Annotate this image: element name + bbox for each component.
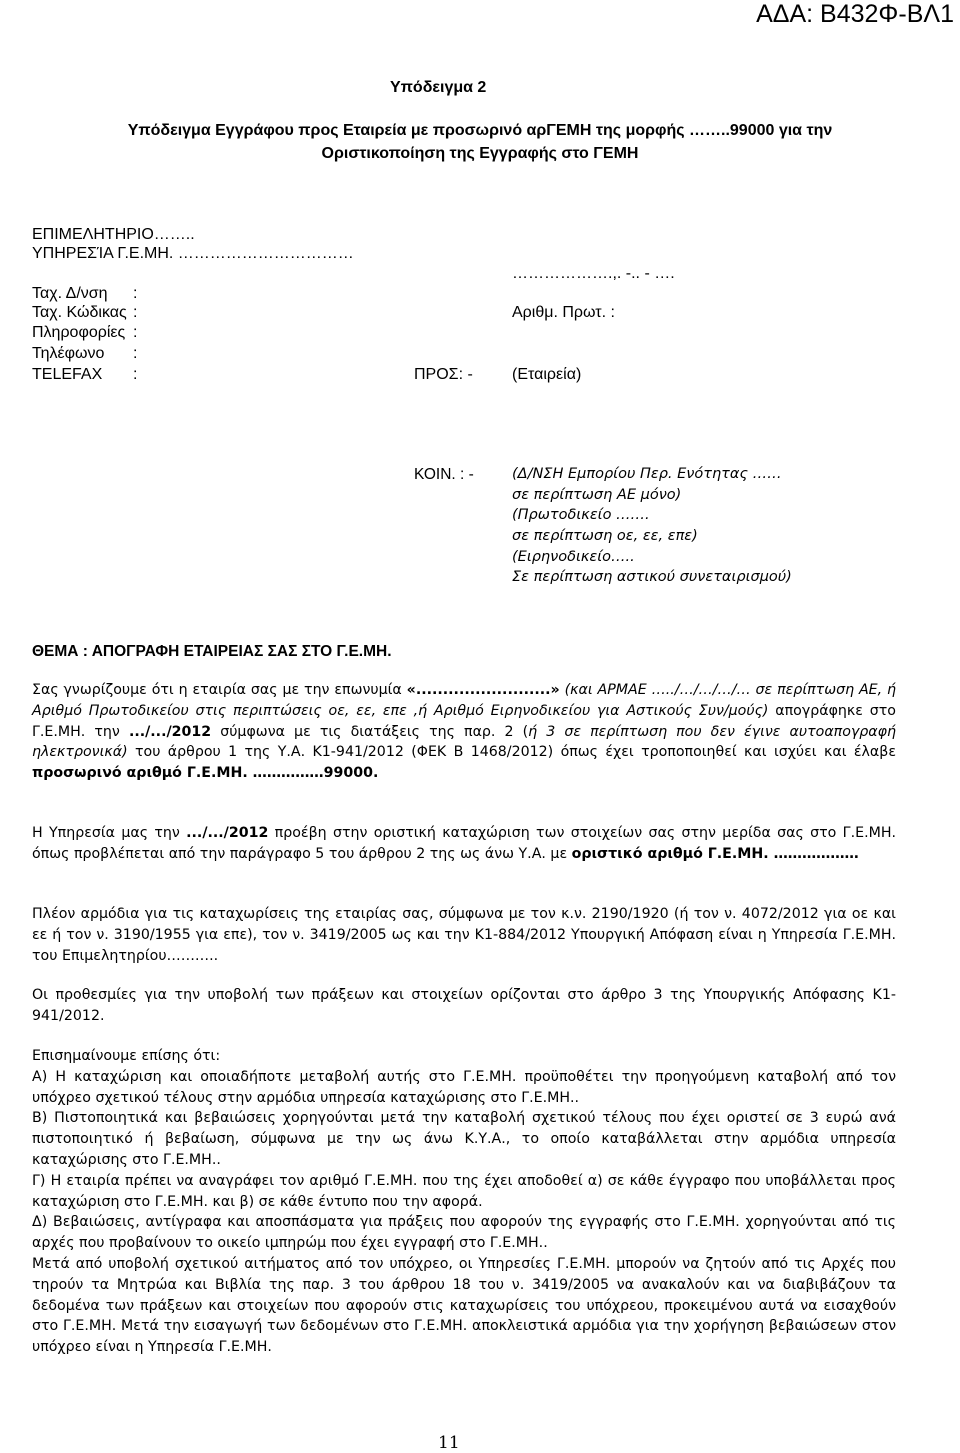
date-line: ……………….,. -.. - …. — [512, 265, 675, 282]
address-label: Ταχ. Δ/νση — [32, 285, 108, 302]
p1-text: Σας γνωρίζουμε ότι η εταιρία σας με την επωνυμία — [32, 682, 407, 698]
cc-line: Σε περίπτωση αστικού συνεταιρισμού) — [512, 569, 792, 585]
protocol-number: Αριθμ. Πρωτ. : — [512, 304, 615, 321]
final-date: .../.../2012 — [186, 825, 269, 841]
paragraph-registration — [32, 680, 896, 784]
note-b: Β) Πιστοποιητικά και βεβαιώσεις χορηγούνται μετά την καταβολή σχετικού τέλους που έχει οριστεί σε 3 ευρώ ανά πιστοποιητικό ή βεβαίωση, σύμφωνα με την ως άνω Κ.Υ.Α., το οποίο καταβάλλεται στην αρμόδια υπηρεσία καταχώρισης στο Γ.Ε.ΜΗ.. — [32, 1110, 896, 1168]
telefax-label: TELEFAX — [32, 366, 103, 383]
p1-text: σύμφωνα με τις διατάξεις της παρ. 2 ( — [211, 723, 529, 740]
temporary-number: προσωρινό αριθμό Γ.Ε.ΜΗ. ……………99000. — [32, 765, 379, 782]
note-d: Δ) Βεβαιώσεις, αντίγραφα και αποσπάσματα για πράξεις που αφορούν της εγγραφής στο Γ.Ε.ΜΗ. χορηγούνται από τις αρχές που προβαίνουν το οικείο ιμπηρώμ που έχει εγγραφή στο Γ.Ε.ΜΗ.. — [32, 1214, 896, 1252]
page-number: 11 — [438, 1433, 460, 1453]
paragraph-deadlines: Οι προθεσμίες για την υποβολή των πράξεων και στοιχείων ορίζονται στο άρθρο 3 της Υπουργικής Απόφασης Κ1-941/2012. — [32, 987, 896, 1024]
recipient-label: ΠΡΟΣ: - — [414, 366, 473, 383]
final-number: οριστικό αριθμό Γ.Ε.ΜΗ. ……………… — [571, 845, 859, 862]
telefax-colon: : — [133, 366, 138, 383]
document-title: Υπόδειγμα 2 — [390, 79, 487, 96]
p2-text: προέβη στην οριστική καταχώριση των στοιχείων σας στην μερίδα σας στο Γ.Ε.ΜΗ. όπως προβλέπεται από την παράγραφο 5 του άρθρου 2 της ως άνω Υ.Α. με — [32, 825, 896, 862]
p1-italic: (και ΑΡΜΑΕ …../…/…/…/… σε περίπτωση ΑΕ, ή Αριθμό Πρωτοδικείου στις περιπτώσεις οε, εε, επε ,ή Αριθμό Ειρηνοδικείου για Αστικούς Συν/μούς) — [32, 682, 896, 719]
recipient-company: (Εταιρεία) — [512, 366, 582, 383]
subject-line: ΘΕΜΑ : ΑΠΟΓΡΑΦΗ ΕΤΑΙΡΕΙΑΣ ΣΑΣ ΣΤΟ Γ.Ε.ΜΗ. — [32, 643, 392, 660]
p1-italic: ή 3 σε περίπτωση που δεν έγινε αυτοαπογραφή ηλεκτρονικά) — [32, 723, 897, 761]
info-colon: : — [133, 324, 138, 341]
ada-code: ΑΔΑ: Β432Φ-ΒΛ1 — [756, 0, 954, 28]
paragraph-final-registration — [32, 823, 896, 865]
document-subtitle-line-1: Υπόδειγμα Εγγράφου προς Εταιρεία με προσωρινό αρΓΕΜΗ της μορφής ……..99000 για την — [127, 122, 833, 139]
note-e: Μετά από υποβολή σχετικού αιτήματος από τον υπόχρεο, οι Υπηρεσίες Γ.Ε.ΜΗ. μπορούν να ζητούν από τις Αρχές που τηρούν τα Μητρώα και Βιβλία της παρ. 3 του άρθρου 18 του ν. 3419/2005 να ανακαλούν και να διαβιβάζουν τα δεδομένα των πράξεων και στοιχείων που αφορούν στις καταχωρίσεις του υπόχρεου, προκειμένου αυτά να εισαχθούν στο Γ.Ε.ΜΗ. Μετά την εισαγωγή των δεδομένων στο Γ.Ε.ΜΗ. αποκλειστικά αρμόδια για την χορήγηση βεβαιώσεων στον υπόχρεο είναι η Υπηρεσία Γ.Ε.ΜΗ. — [32, 1255, 896, 1356]
info-label: Πληροφορίες — [32, 324, 126, 341]
cc-line: (Ειρηνοδικείο….. — [512, 549, 635, 565]
company-name-placeholder: «.........................» — [406, 682, 560, 698]
cc-line: (Πρωτοδικείο ……. — [512, 507, 650, 523]
cc-line: σε περίπτωση ΑΕ μόνο) — [512, 487, 682, 503]
notes-intro: Επισημαίνουμε επίσης ότι: — [32, 1048, 221, 1064]
phone-colon: : — [133, 345, 138, 362]
p1-text: απογράφηκε στο Γ.Ε.ΜΗ. την — [32, 702, 896, 740]
cc-label: ΚΟΙΝ. : - — [414, 466, 474, 483]
phone-label: Τηλέφωνο — [32, 345, 105, 362]
p1-text: του άρθρου 1 της Υ.Α. Κ1-941/2012 (ΦΕΚ Β 1468/2012) όπως έχει τροποποιηθεί και ισχύει και έλαβε — [127, 744, 896, 761]
sender-service: ΥΠΗΡΕΣΊΑ Γ.Ε.ΜΗ. …………………………… — [32, 245, 354, 262]
paragraph-notes — [32, 1046, 896, 1358]
cc-line: (Δ/ΝΣΗ Εμπορίου Περ. Ενότητας …… — [512, 466, 782, 482]
paragraph-competent-service: Πλέον αρμόδια για τις καταχωρίσεις της εταιρίας σας, σύμφωνα με τον κ.ν. 2190/1920 (ή τον ν. 4072/2012 για οε και εε ή τον ν. 3190/1955 για επε), τον ν. 3419/2005 ως και την Κ1-884/2012 Υπουργική Απόφαση είναι η Υπηρεσία Γ.Ε.ΜΗ. του Επιμελητηρίου……….. — [32, 906, 896, 964]
note-c: Γ) Η εταιρία πρέπει να αναγράφει τον αριθμό Γ.Ε.ΜΗ. που της έχει αποδοθεί α) σε κάθε έγγραφο που υποβάλλεται προς καταχώριση στο Γ.Ε.ΜΗ. και β) σε κάθε έντυπο που την αφορά. — [32, 1172, 896, 1210]
postcode-colon: : — [133, 304, 138, 321]
registration-date: .../.../2012 — [128, 723, 212, 740]
postcode-label: Ταχ. Κώδικας — [32, 304, 127, 321]
p2-text: Η Υπηρεσία μας την — [32, 825, 187, 841]
note-a: Α) Η καταχώριση και οποιαδήποτε μεταβολή αυτής στο Γ.Ε.ΜΗ. προϋποθέτει την προηγούμενη καταβολή από τον υπόχρεο σχετικού τέλους στην αρμόδια υπηρεσία καταχώρισης στο Γ.Ε.ΜΗ.. — [32, 1068, 896, 1106]
cc-line: σε περίπτωση οε, εε, επε) — [512, 528, 698, 544]
address-colon: : — [133, 285, 138, 302]
document-subtitle-line-2: Οριστικοποίηση της Εγγραφής στο ΓΕΜΗ — [321, 145, 639, 162]
sender-chamber: ΕΠΙΜΕΛΗΤΗΡΙΟ…….. — [32, 226, 195, 243]
